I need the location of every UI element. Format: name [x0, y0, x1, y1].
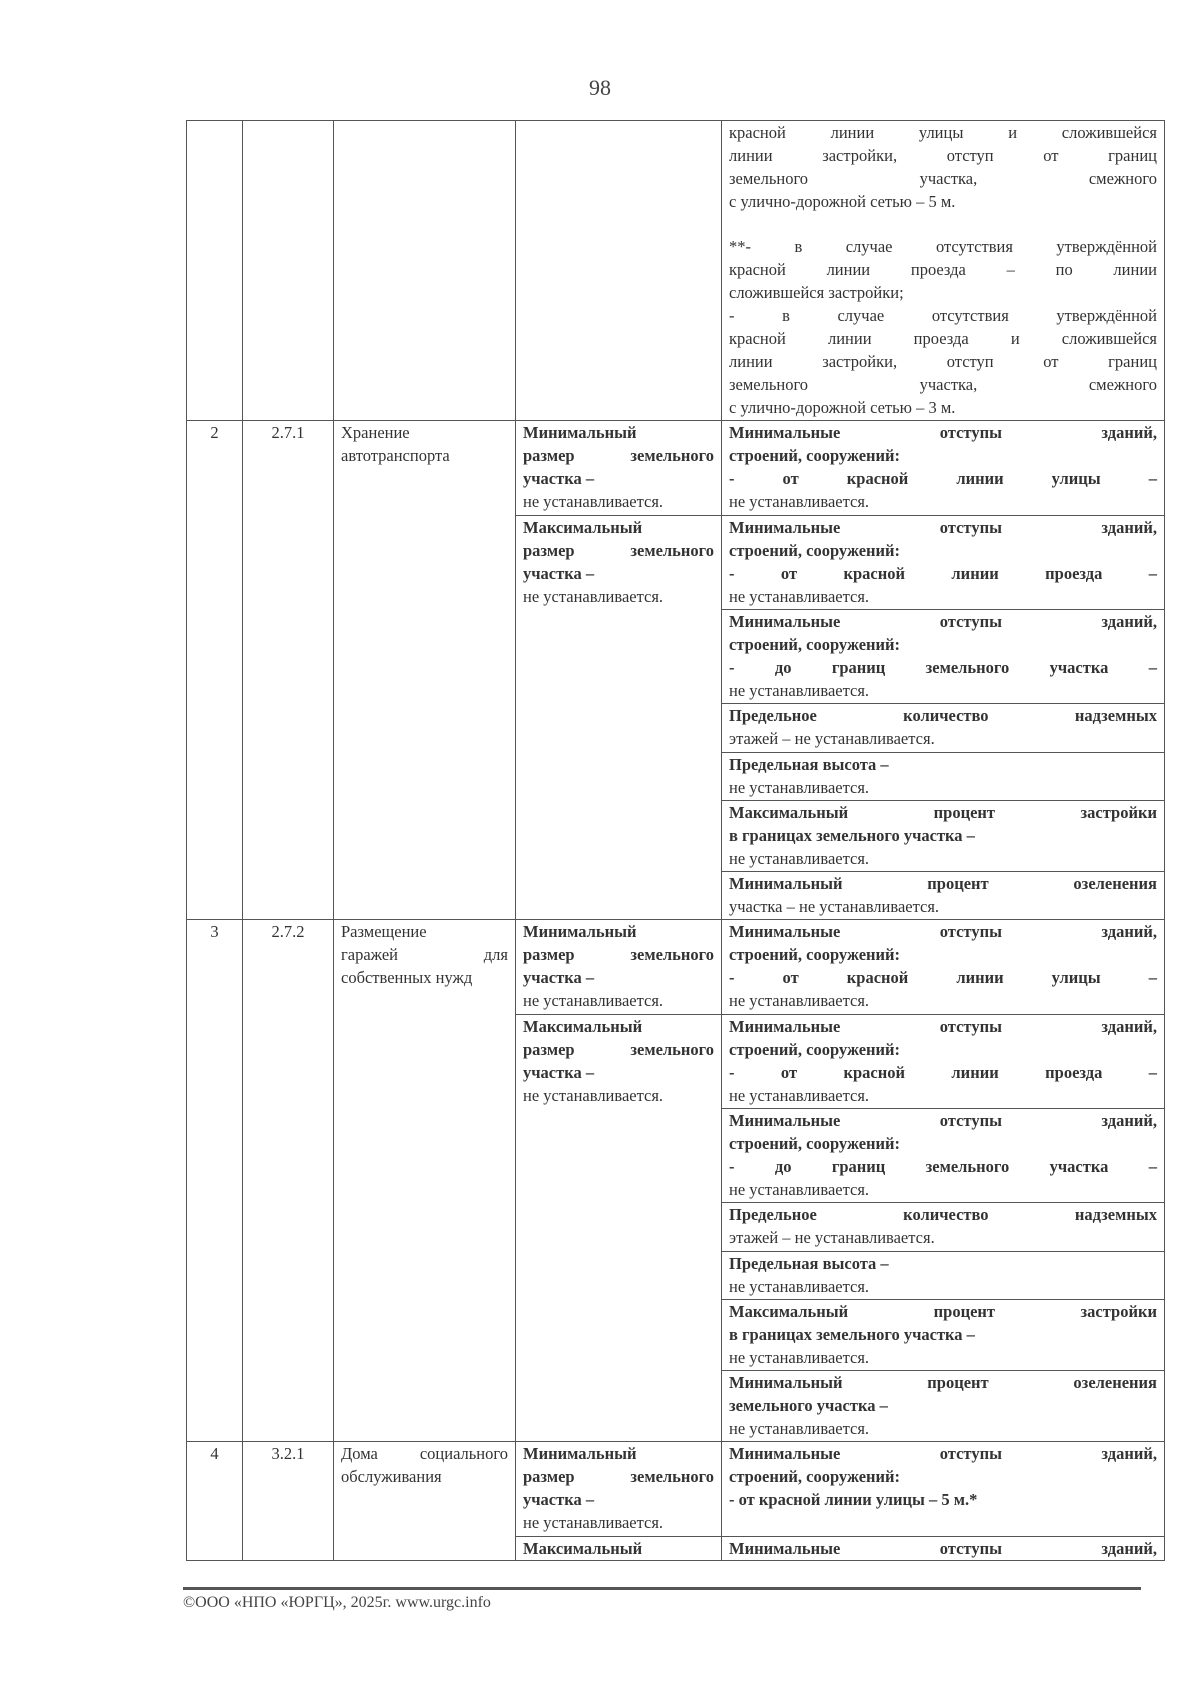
- text-line: **- в случае отсутствия утверждённой: [729, 237, 1157, 256]
- param-cell: Минимальные отступы зданий, строений, сооружений: - от красной линии проезда – не устанавливается.: [722, 515, 1165, 609]
- table-row: [187, 1442, 1165, 1536]
- max-size-cell: Максимальный размер земельного участка – не устанавливается.: [516, 1014, 722, 1442]
- row-number: 4: [187, 1442, 243, 1561]
- cell-size: [516, 121, 722, 421]
- row-use-name: Размещение гаражей для собственных нужд: [334, 920, 516, 1442]
- param-cell: Минимальные отступы зданий,: [722, 1536, 1165, 1560]
- min-size-cell: Минимальный размер земельного участка – не устанавливается.: [516, 920, 722, 1014]
- row-code: 2.7.2: [243, 920, 334, 1442]
- param-cell: Предельное количество надземных этажей – не устанавливается.: [722, 704, 1165, 752]
- text-line: красной линии проезда – по линии: [729, 260, 1157, 279]
- text-line: красной линии улицы и сложившейся: [729, 123, 1157, 142]
- text-line: линии застройки, отступ от границ: [729, 352, 1157, 371]
- text-line: земельного участка, смежного: [729, 169, 1157, 188]
- row-code: 3.2.1: [243, 1442, 334, 1561]
- footer-divider: [183, 1587, 1141, 1590]
- text-line: линии застройки, отступ от границ: [729, 146, 1157, 165]
- param-cell: Предельная высота – не устанавливается.: [722, 1251, 1165, 1299]
- max-size-cell: Максимальный размер земельного участка – не устанавливается.: [516, 515, 722, 920]
- regulations-table: [186, 120, 1165, 1561]
- table-row: [187, 920, 1165, 1014]
- max-size-cell: Максимальный: [516, 1536, 722, 1560]
- param-cell: [722, 121, 1165, 421]
- page-number: 98: [589, 75, 611, 100]
- param-cell: Максимальный процент застройки в границах земельного участка – не устанавливается.: [722, 800, 1165, 871]
- row-code: 2.7.1: [243, 421, 334, 920]
- param-cell: Предельное количество надземных этажей – не устанавливается.: [722, 1203, 1165, 1251]
- param-cell: Минимальные отступы зданий, строений, сооружений: - от красной линии улицы – не устанавливается.: [722, 920, 1165, 1014]
- text-line: с улично-дорожной сетью – 5 м.: [729, 192, 956, 211]
- text-line: сложившейся застройки;: [729, 283, 904, 302]
- cell-num: [187, 121, 243, 421]
- param-cell: Минимальные отступы зданий, строений, сооружений: - от красной линии проезда – не устанавливается.: [722, 1014, 1165, 1108]
- cell-code: [243, 121, 334, 421]
- min-size-cell: Минимальный размер земельного участка – не устанавливается.: [516, 421, 722, 515]
- row-number: 2: [187, 421, 243, 920]
- text-line: земельного участка, смежного: [729, 375, 1157, 394]
- table-row: [187, 421, 1165, 515]
- text-line: - в случае отсутствия утверждённой: [729, 306, 1157, 325]
- text-line: с улично-дорожной сетью – 3 м.: [729, 398, 956, 417]
- min-size-cell: Минимальный размер земельного участка – не устанавливается.: [516, 1442, 722, 1536]
- param-cell: Минимальный процент озеленения участка – не устанавливается.: [722, 872, 1165, 920]
- text-line: красной линии проезда и сложившейся: [729, 329, 1157, 348]
- footer-copyright: ©ООО «НПО «ЮРГЦ», 2025г. www.urgc.info: [183, 1594, 491, 1611]
- cell-name: [334, 121, 516, 421]
- param-cell: Минимальные отступы зданий, строений, сооружений: - до границ земельного участка – не устанавливается.: [722, 1109, 1165, 1203]
- param-cell: Минимальные отступы зданий, строений, сооружений: - от красной линии улицы – 5 м.*: [722, 1442, 1165, 1536]
- param-cell: Минимальные отступы зданий, строений, сооружений: - до границ земельного участка – не устанавливается.: [722, 610, 1165, 704]
- row-use-name: Хранение автотранспорта: [334, 421, 516, 920]
- table-row-continuation: [187, 121, 1165, 421]
- row-use-name: Дома социального обслуживания: [334, 1442, 516, 1561]
- row-number: 3: [187, 920, 243, 1442]
- param-cell: Максимальный процент застройки в границах земельного участка – не устанавливается.: [722, 1299, 1165, 1370]
- param-cell: Минимальный процент озеленения земельного участка – не устанавливается.: [722, 1371, 1165, 1442]
- param-cell: Минимальные отступы зданий, строений, сооружений: - от красной линии улицы – не устанавливается.: [722, 421, 1165, 515]
- param-cell: Предельная высота – не устанавливается.: [722, 752, 1165, 800]
